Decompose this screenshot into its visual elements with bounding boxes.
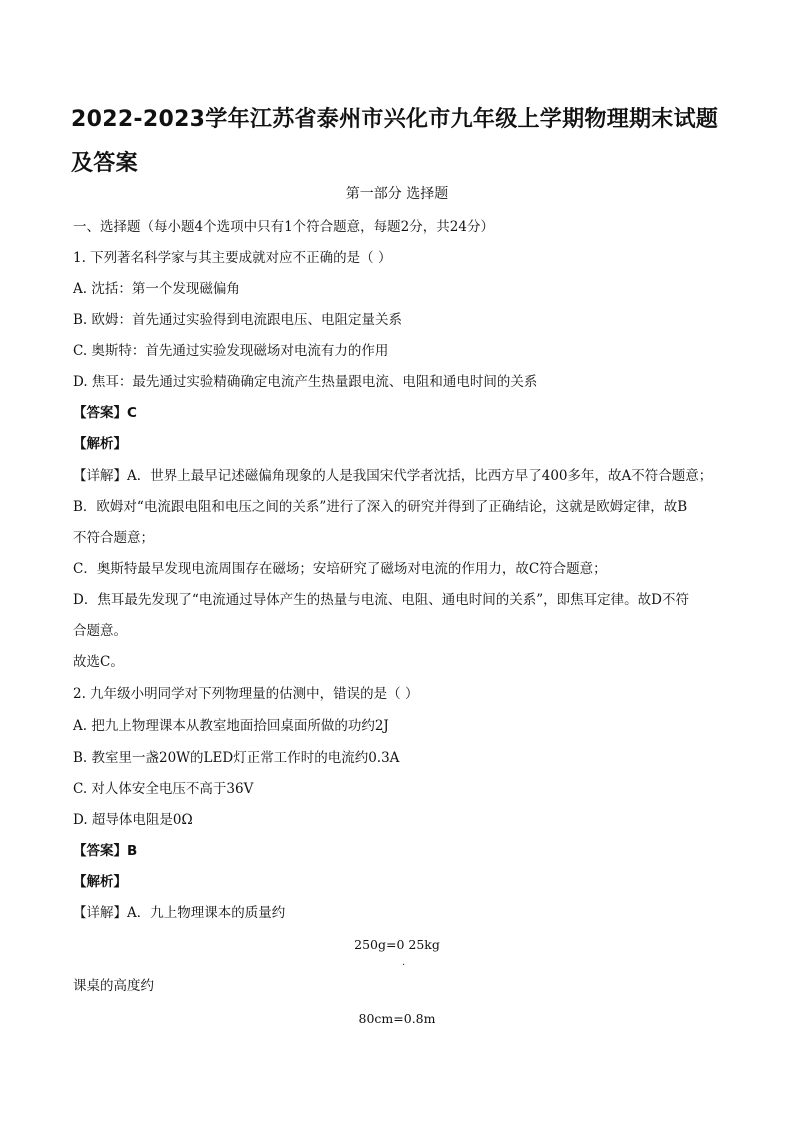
option-c: C. 奥斯特：首先通过实验发现磁场对电流有力的作用 [73,343,389,359]
section-title: 第一部分 选择题 [345,186,449,202]
explanation-line: 课桌的高度约 [73,978,154,994]
explanation-line: 【详解】A．九上物理课本的质量约 [73,905,286,921]
explanation-line: 不符合题意； [73,530,154,546]
answer-label: 【答案】C [73,405,137,421]
formula-mass: 250g=0 25kg [354,937,440,952]
question-1: 1. 下列著名科学家与其主要成就对应不正确的是（ ） [73,250,392,266]
document-title: 2022-2023学年江苏省泰州市兴化市九年级上学期物理期末试题及答案 [71,107,719,176]
explanation-line: C．奥斯特最早发现电流周围存在磁场；安培研究了磁场对电流的作用力，故C符合题意； [73,561,607,577]
option-a: A. 把九上物理课本从教室地面拾回桌面所做的功约2J [73,718,389,734]
conclusion-line: 故选C。 [73,654,124,670]
analysis-label: 【解析】 [73,436,127,452]
explanation-line: B．欧姆对“电流跟电阻和电压之间的关系”进行了深入的研究并得到了正确结论，这就是欧姆定律，故B [73,499,688,515]
option-d: D. 焦耳：最先通过实验精确确定电流产生热量跟电流、电阻和通电时间的关系 [73,374,538,390]
instruction-text: 一、选择题（每小题4个选项中只有1个符合题意，每题2分，共24分） [73,219,494,235]
question-2: 2. 九年级小明同学对下列物理量的估测中，错误的是（ ） [73,686,419,702]
option-d: D. 超导体电阻是0Ω [73,812,193,828]
decimal-mark: . [402,957,406,968]
option-b: B. 教室里一盏20W的LED灯正常工作时的电流约0.3A [73,750,400,766]
option-a: A. 沈括：第一个发现磁偏角 [73,281,240,297]
explanation-line: 合题意。 [73,623,127,639]
answer-label: 【答案】B [73,843,138,859]
explanation-line: D．焦耳最先发现了“电流通过导体产生的热量与电流、电阻、通电时间的关系”，即焦耳定律。故D不符 [73,592,689,608]
option-b: B. 欧姆：首先通过实验得到电流跟电压、电阻定量关系 [73,312,403,328]
formula-height: 80cm=0.8m [358,1011,436,1026]
explanation-line: 【详解】A．世界上最早记述磁偏角现象的人是我国宋代学者沈括，比西方早了400多年，故A不符合题意； [73,468,713,484]
option-c: C. 对人体安全电压不高于36V [73,781,254,797]
analysis-label: 【解析】 [73,874,127,890]
